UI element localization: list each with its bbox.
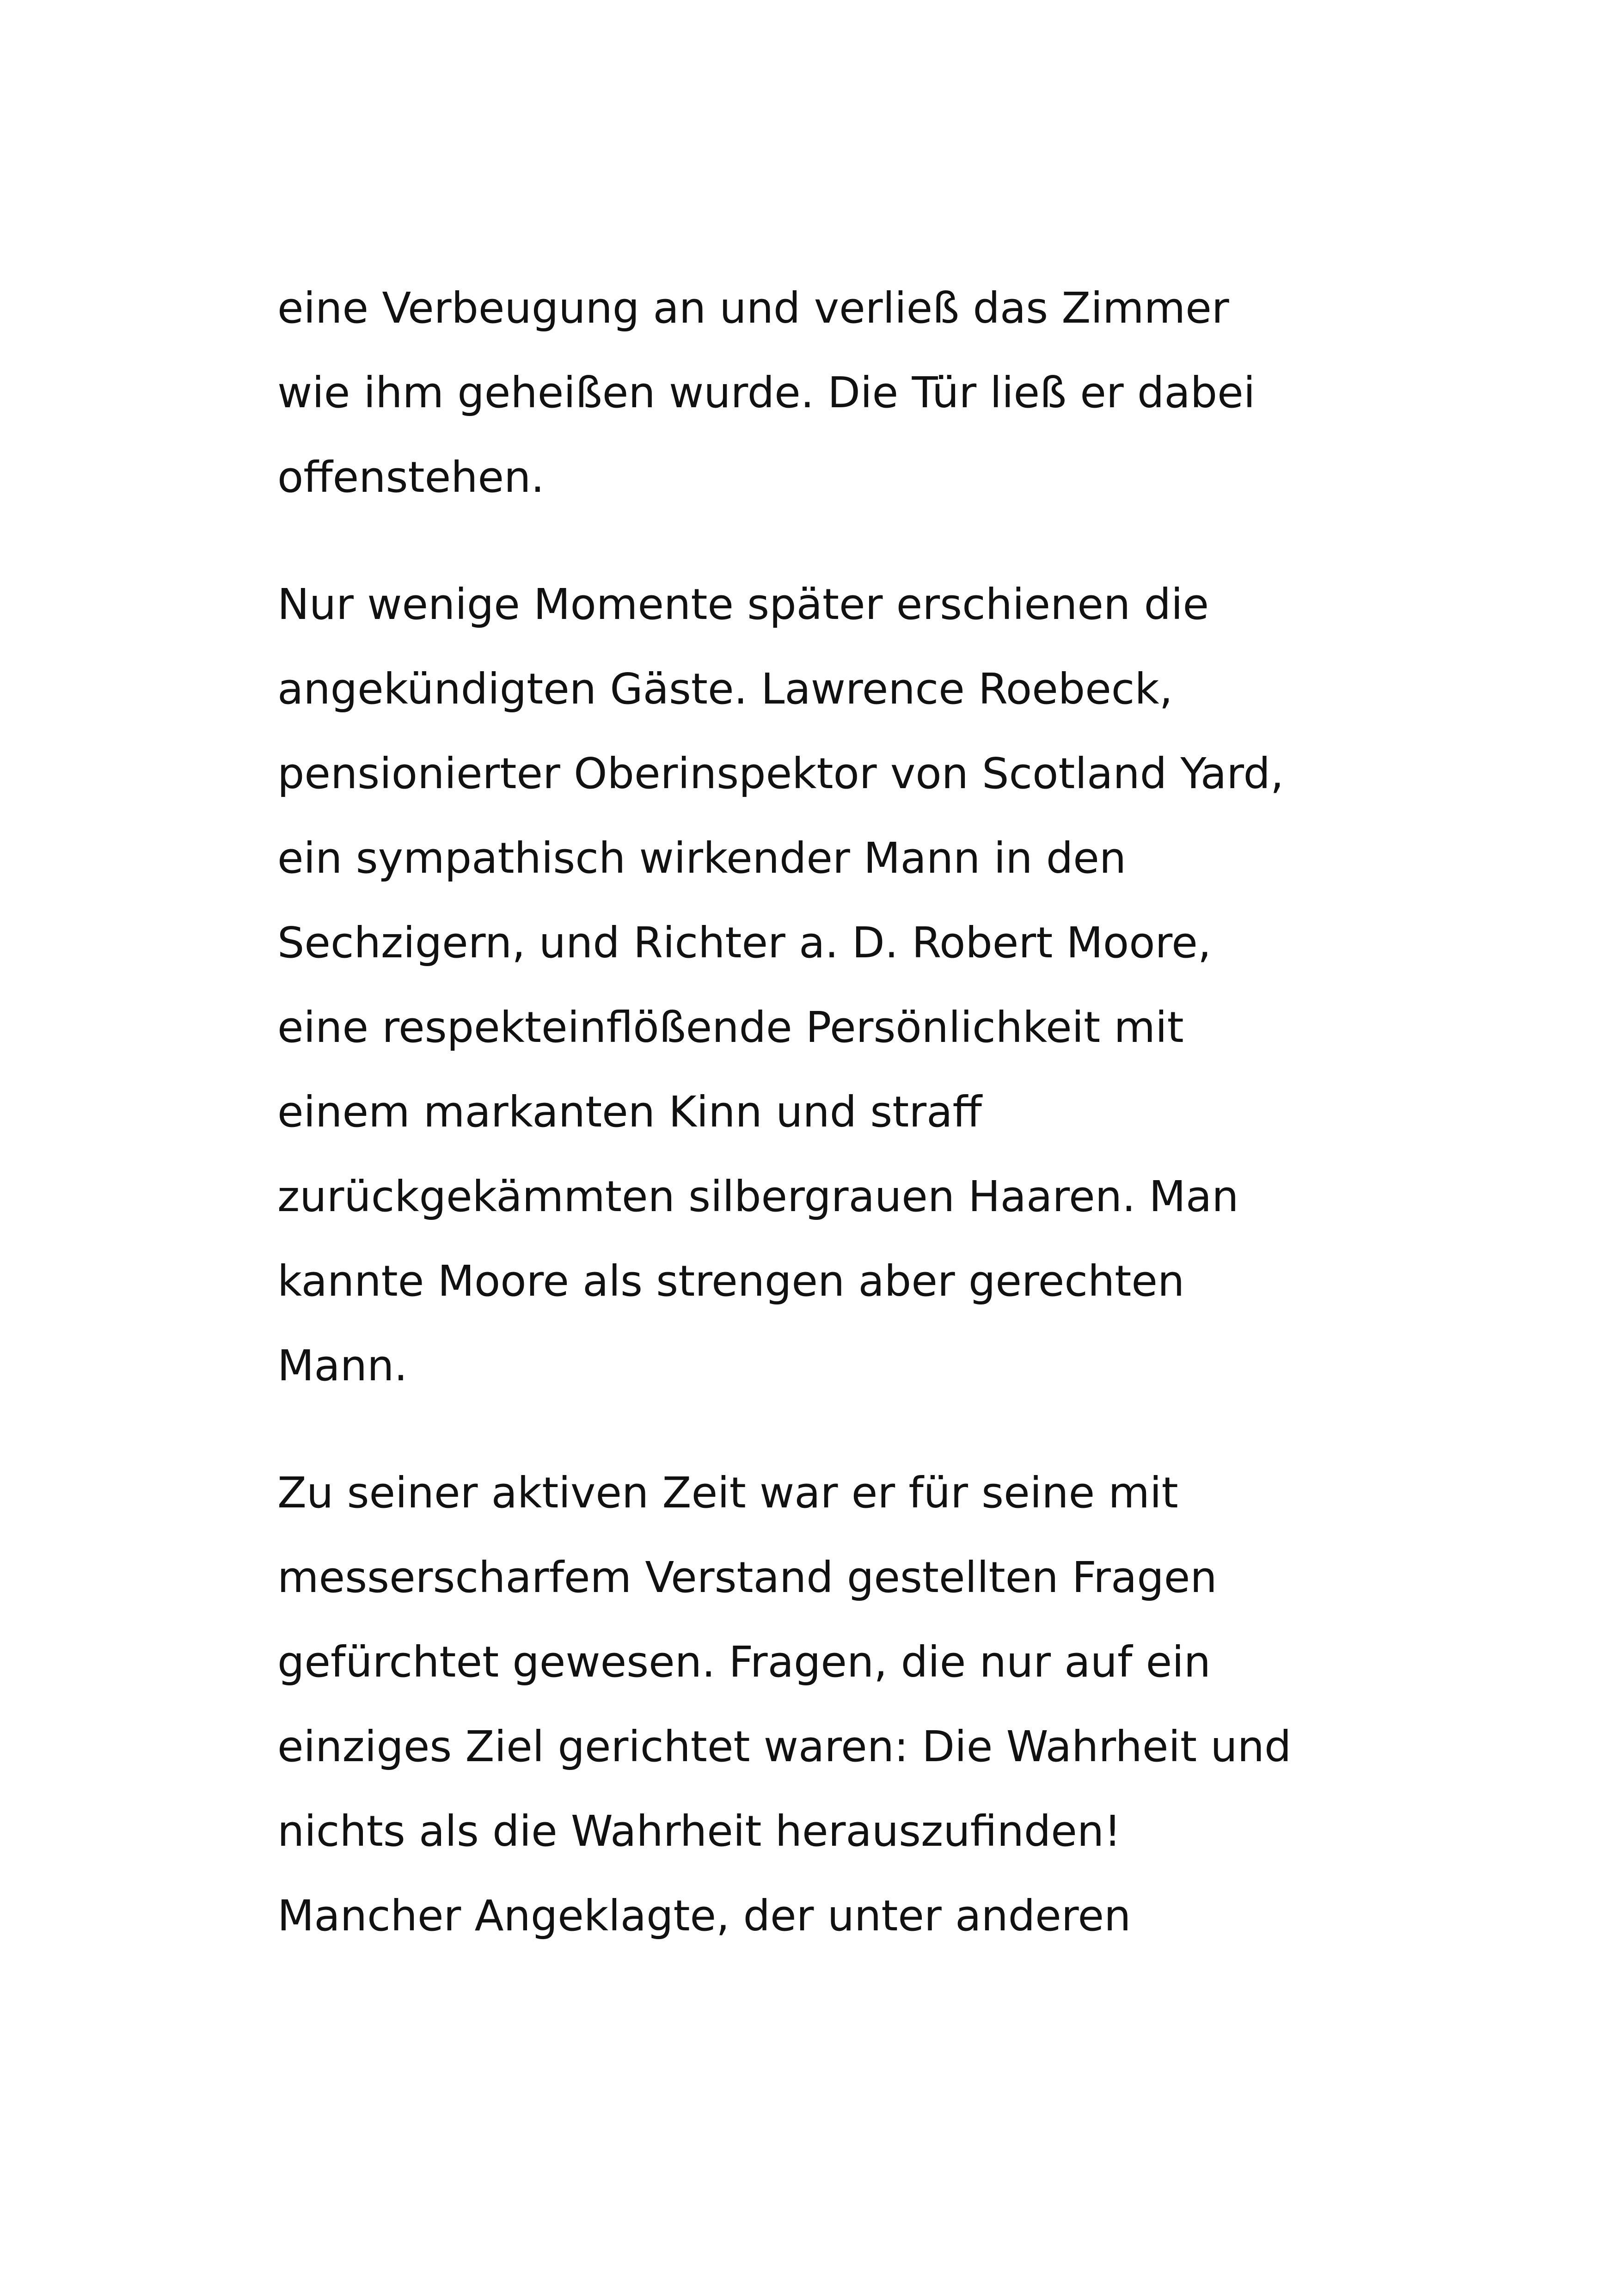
- text-line: kannte Moore als strengen aber gerechten: [277, 1256, 1185, 1306]
- body-text: [277, 266, 1405, 1958]
- text-line: Sechzigern, und Richter a. D. Robert Moore,: [277, 918, 1212, 967]
- text-line: eine Verbeugung an und verließ das Zimmer: [277, 283, 1229, 333]
- text-line: einem markanten Kinn und straff: [277, 1087, 982, 1137]
- text-line: nichts als die Wahrheit herauszufinden!: [277, 1806, 1122, 1856]
- text-line: Nur wenige Momente später erschienen die: [277, 580, 1209, 629]
- text-line: gefürchtet gewesen. Fragen, die nur auf ein: [277, 1637, 1211, 1687]
- text-line: Zu seiner aktiven Zeit war er für seine mit: [277, 1468, 1178, 1518]
- text-line: offenstehen.: [277, 453, 545, 502]
- text-line: pensionierter Oberinspektor von Scotland Yard,: [277, 749, 1284, 798]
- text-line: Mancher Angeklagte, der unter anderen: [277, 1891, 1131, 1941]
- text-line: einziges Ziel gerichtet waren: Die Wahrheit und: [277, 1722, 1292, 1771]
- text-line: angekündigten Gäste. Lawrence Roebeck,: [277, 664, 1173, 714]
- paragraph-3: [277, 1451, 1405, 1958]
- paragraph-1: [277, 266, 1405, 520]
- text-line: zurückgekämmten silbergrauen Haaren. Man: [277, 1172, 1239, 1221]
- text-line: Mann.: [277, 1341, 408, 1390]
- paragraph-2: [277, 562, 1405, 1408]
- text-line: wie ihm geheißen wurde. Die Tür ließ er dabei: [277, 368, 1256, 417]
- text-line: eine respekteinflößende Persönlichkeit mit: [277, 1003, 1184, 1052]
- text-line: messerscharfem Verstand gestellten Fragen: [277, 1553, 1217, 1602]
- text-line: ein sympathisch wirkender Mann in den: [277, 833, 1127, 883]
